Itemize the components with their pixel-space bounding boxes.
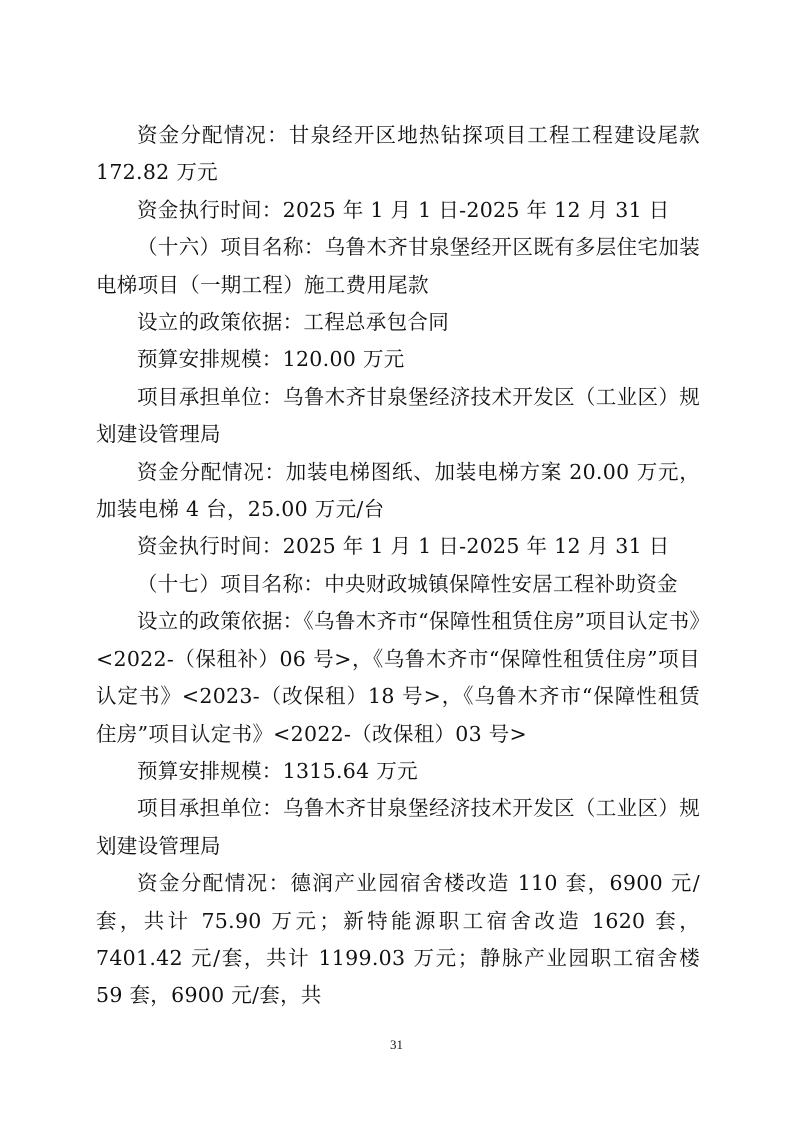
paragraph-project-16-name: （十六）项目名称：乌鲁木齐甘泉堡经开区既有多层住宅加装电梯项目（一期工程）施工费用尾款 [96,235,700,297]
paragraph-fund-allocation-16: 资金分配情况：加装电梯图纸、加装电梯方案 20.00 万元，加装电梯 4 台，25.00 万元/台 [96,459,700,522]
paragraph-policy-basis-16: 设立的政策依据：工程总承包合同 [137,310,449,335]
paragraph-undertaking-unit-17: 项目承担单位：乌鲁木齐甘泉堡经济技术开发区（工业区）规划建设管理局 [96,796,700,858]
paragraph-fund-allocation-17: 资金分配情况：德润产业园宿舍楼改造 110 套，6900 元/套，共计 75.90 万元；新特能源职工宿舍改造 1620 套，7401.42 元/套，共计 1199.03 万元；静脉产业园职工宿舍楼 59 套，6900 元/套，共 [96,871,700,1008]
paragraph-execution-time-16: 资金执行时间：2025 年 1 月 1 日-2025 年 12 月 31 日 [137,534,670,559]
document-body [96,117,700,1015]
page-number: 31 [390,1037,403,1052]
paragraph-execution-time-1: 资金执行时间：2025 年 1 月 1 日-2025 年 12 月 31 日 [137,197,670,222]
paragraph-budget-scale-17: 预算安排规模：1315.64 万元 [137,758,418,783]
paragraph-undertaking-unit-16: 项目承担单位：乌鲁木齐甘泉堡经济技术开发区（工业区）规划建设管理局 [96,384,700,447]
paragraph-budget-scale-16: 预算安排规模：120.00 万元 [137,347,405,372]
paragraph-fund-allocation-geothermal: 资金分配情况：甘泉经开区地热钻探项目工程工程建设尾款172.82 万元 [96,123,700,185]
paragraph-policy-basis-17: 设立的政策依据：《乌鲁木齐市“保障性租赁住房”项目认定书》<2022-（保租补）06 号>，《乌鲁木齐市“保障性租赁住房”项目认定书》<2023-（改保租）18 号>，《乌鲁木齐市“保障性租赁住房”项目认定书》<2022-（改保租）03 号> [96,609,700,746]
paragraph-project-17-name: （十七）项目名称：中央财政城镇保障性安居工程补助资金 [137,571,678,596]
